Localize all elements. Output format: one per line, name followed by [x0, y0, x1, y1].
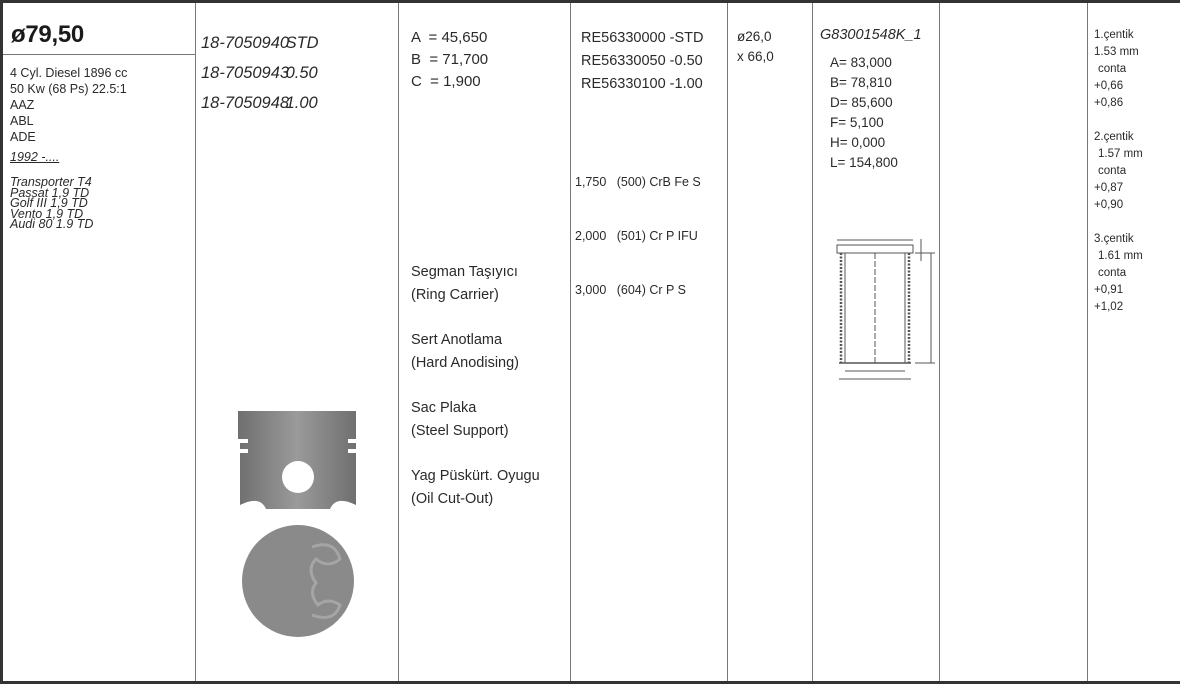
liner-part-number: G83001548K_1	[820, 27, 922, 43]
vehicle-model: Vento 1,9 TD	[10, 206, 84, 221]
cylinder-liner-drawing	[823, 235, 938, 385]
engine-info	[3, 55, 195, 230]
liner-dimensions	[813, 43, 939, 173]
production-years: 1992 -....	[10, 150, 60, 164]
piston-pin	[728, 3, 812, 67]
notch-3: 3.çentik 1.61 mm conta +0,91 +1,02	[1094, 233, 1143, 313]
vehicle-model: Golf III 1,9 TD	[10, 196, 88, 210]
dimension-c: C = 1,900	[411, 73, 481, 90]
rings-column	[571, 3, 728, 681]
dimension-a: A = 45,650	[411, 29, 488, 46]
empty-column	[940, 3, 1088, 681]
ring-spec-list	[575, 137, 701, 335]
bore-header	[3, 3, 195, 55]
piston-part: 18-7050940 STD	[201, 34, 319, 52]
pin-column	[728, 3, 813, 681]
piston-dimensions	[399, 3, 570, 93]
engine-code: ABL	[10, 114, 34, 128]
liner-dim: A= 83,000	[830, 55, 892, 70]
feature-oil-cut-out: Yag Püskürt. Oyugu (Oil Cut-Out)	[411, 468, 540, 507]
piston-part-list	[196, 3, 398, 118]
engine-line: 4 Cyl. Diesel 1896 cc	[10, 66, 128, 80]
notch-column	[1088, 3, 1180, 681]
engine-line: 50 Kw (68 Ps) 22.5:1	[10, 82, 127, 96]
piston-column	[196, 3, 399, 681]
liner-dim: L= 154,800	[830, 155, 898, 170]
liner-dim: B= 78,810	[830, 75, 892, 90]
engine-code: AAZ	[10, 98, 35, 112]
feature-steel-support: Sac Plaka (Steel Support)	[411, 400, 509, 439]
liner-dim: D= 85,600	[830, 95, 893, 110]
dimensions-column	[399, 3, 571, 681]
pin-diameter: ø26,0	[737, 29, 772, 44]
vehicle-model: Transporter T4	[10, 175, 92, 189]
liner-dim: F= 5,100	[830, 115, 884, 130]
pin-length: x 66,0	[737, 49, 774, 64]
ring-spec: 2,000 (501) Cr P IFU	[575, 229, 698, 243]
ring-set: RE56330100 -1.00	[581, 76, 703, 92]
ring-set-list	[571, 3, 727, 96]
piston-part: 18-7050948 1.00	[201, 94, 318, 112]
vehicle-model: Audi 80 1.9 TD	[10, 217, 94, 231]
bore-diameter: ø79,50	[11, 21, 84, 48]
vehicle-models	[10, 177, 195, 230]
liner-dim: H= 0,000	[830, 135, 886, 150]
notch-2: 2.çentik 1.57 mm conta +0,87 +0,90	[1094, 131, 1143, 211]
engine-column	[3, 3, 196, 681]
piston-icon	[236, 409, 360, 639]
feature-hard-anodising: Sert Anotlama (Hard Anodising)	[411, 332, 519, 371]
notch-1: 1.çentik 1.53 mm conta +0,66 +0,86	[1094, 29, 1139, 109]
piston-part: 18-7050943 0.50	[201, 64, 318, 82]
dimension-b: B = 71,700	[411, 51, 489, 68]
vehicle-model: Passat 1,9 TD	[10, 185, 90, 200]
piston-features	[411, 261, 540, 533]
ring-set: RE56330000 -STD	[581, 30, 704, 46]
ring-spec: 1,750 (500) CrB Fe S	[575, 175, 701, 189]
feature-ring-carrier: Segman Taşıyıcı (Ring Carrier)	[411, 264, 518, 303]
ring-set: RE56330050 -0.50	[581, 53, 703, 69]
liner-column	[813, 3, 940, 681]
engine-code: ADE	[10, 130, 36, 144]
ring-spec: 3,000 (604) Cr P S	[575, 283, 686, 297]
notch-list	[1088, 3, 1180, 316]
